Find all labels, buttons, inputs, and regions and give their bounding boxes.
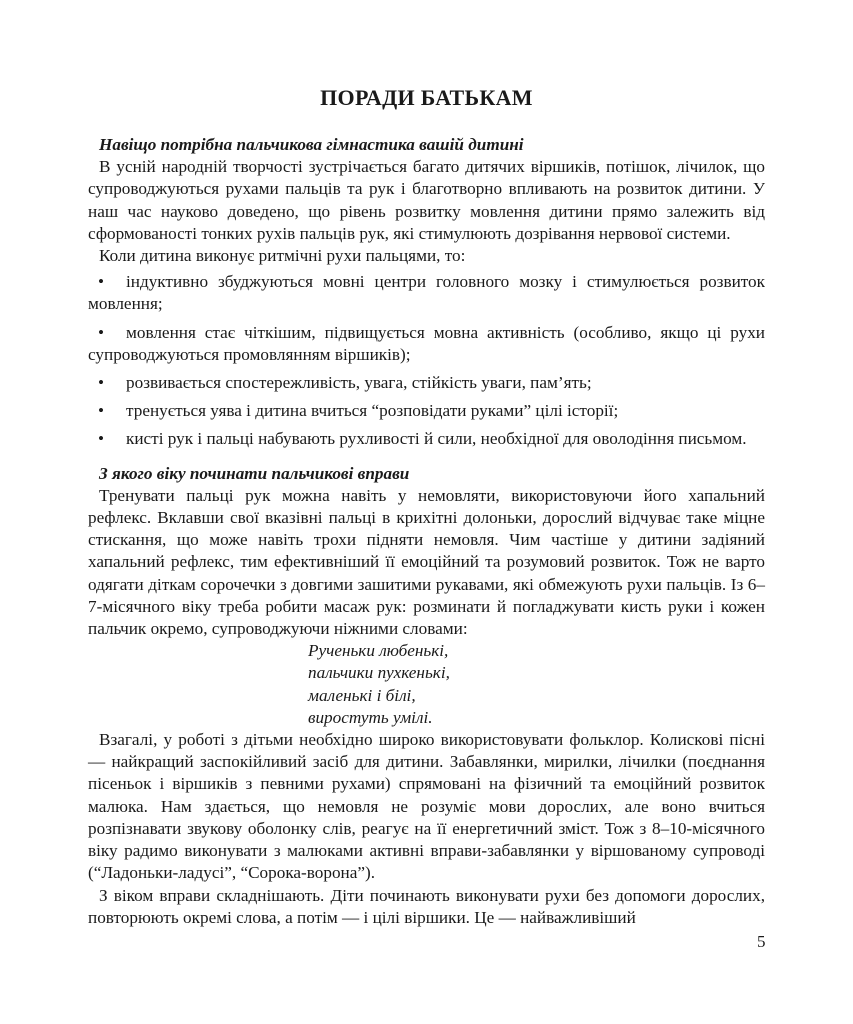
list-item-text: мовлення стає чіткішим, підвищується мовна активність (особливо, якщо ці рухи супроводжуються промовлянням віршиків); [88,322,765,364]
list-item-text: тренується уява і дитина вчиться “розповідати руками” цілі історії; [126,401,619,421]
list-item [88,400,765,422]
paragraph: З віком вправи складнішають. Діти починають виконувати рухи без допомоги дорослих, повторюють окремі слова, а потім — і цілі віршики. Це — найважливіший [88,885,765,927]
poem-line: виростуть умілі. [308,707,433,727]
poem-line: пальчики пухкенькі, [308,663,450,683]
poem-line: маленькі і білі, [308,685,416,705]
paragraph: В усній народній творчості зустрічається багато дитячих віршиків, потішок, лічилок, що супроводжуються рухами пальців та рук і благотворно впливають на розвиток дитини. У наш час науково доведено, що рівень розвитку мовлення дитини прямо залежить від сформованості тонких рухів пальців рук, які стимулюють дозрівання нервової системи. [88,157,765,243]
document-page [88,70,765,929]
list-item [88,428,765,450]
list-item [88,322,765,366]
list-item [88,271,765,315]
page-title: ПОРАДИ БАТЬКАМ [320,85,533,110]
poem [308,640,765,729]
paragraph: Взагалі, у роботі з дітьми необхідно широко використовувати фольклор. Колискові пісні — найкращий заспокійливий засіб для дитини. Забавлянки, мирилки, лічилки (поєднання пісеньок і віршиків з певними рухами) спрямовані на фізичний та емоційний розвиток малюка. Нам здається, що немовля не розуміє мови дорослих, але воно вчиться розпізнавати звукову оболонку слів, реагує на її енергетичний зміст. Тож з 8–10-місячного віку радимо виконувати з малюками активні вправи-забавлянки у віршованому супроводі (“Ладоньки-ладусі”, “Сорока-ворона”). [88,730,765,883]
bullet-icon: • [98,429,105,449]
section-heading-why: Навіщо потрібна пальчикова гімнастика вашій дитині [99,135,524,154]
bullet-icon: • [98,272,105,292]
list-item [88,372,765,394]
page-number: 5 [757,932,766,951]
list-item-text: розвивається спостережливість, увага, стійкість уваги, пам’ять; [126,373,592,393]
section-heading-age: З якого віку починати пальчикові вправи [99,463,410,483]
bullet-icon: • [98,322,105,342]
paragraph: Коли дитина виконує ритмічні рухи пальцями, то: [99,246,466,266]
bullet-icon: • [98,373,105,393]
list-item-text: кисті рук і пальці набувають рухливості й сили, необхідної для оволодіння письмом. [126,429,747,449]
bullet-icon: • [98,401,105,421]
list-item-text: індуктивно збуджуються мовні центри головного мозку і стимулюється розвиток мовлення; [88,272,765,314]
paragraph: Тренувати пальці рук можна навіть у немовляти, використовуючи його хапальний рефлекс. Вклавши свої вказівні пальці в крихітні долоньки, дорослий відчуває таке міцне стискання, що може навіть трохи підняти немовля. Чим частіше у дитини задіяний хапальний рефлекс, тим ефективніший її емоційний та розумовий розвиток. Тож не варто одягати діткам сорочечки з довгими зашитими рукавами, які обмежують рухи пальців. Із 6–7-місячного віку треба робити масаж рук: розминати й погладжувати кисть руки і кожен пальчик окремо, супроводжуючи ніжними словами: [88,485,765,639]
benefits-list [88,271,765,450]
poem-line: Рученьки любенькі, [308,641,449,661]
